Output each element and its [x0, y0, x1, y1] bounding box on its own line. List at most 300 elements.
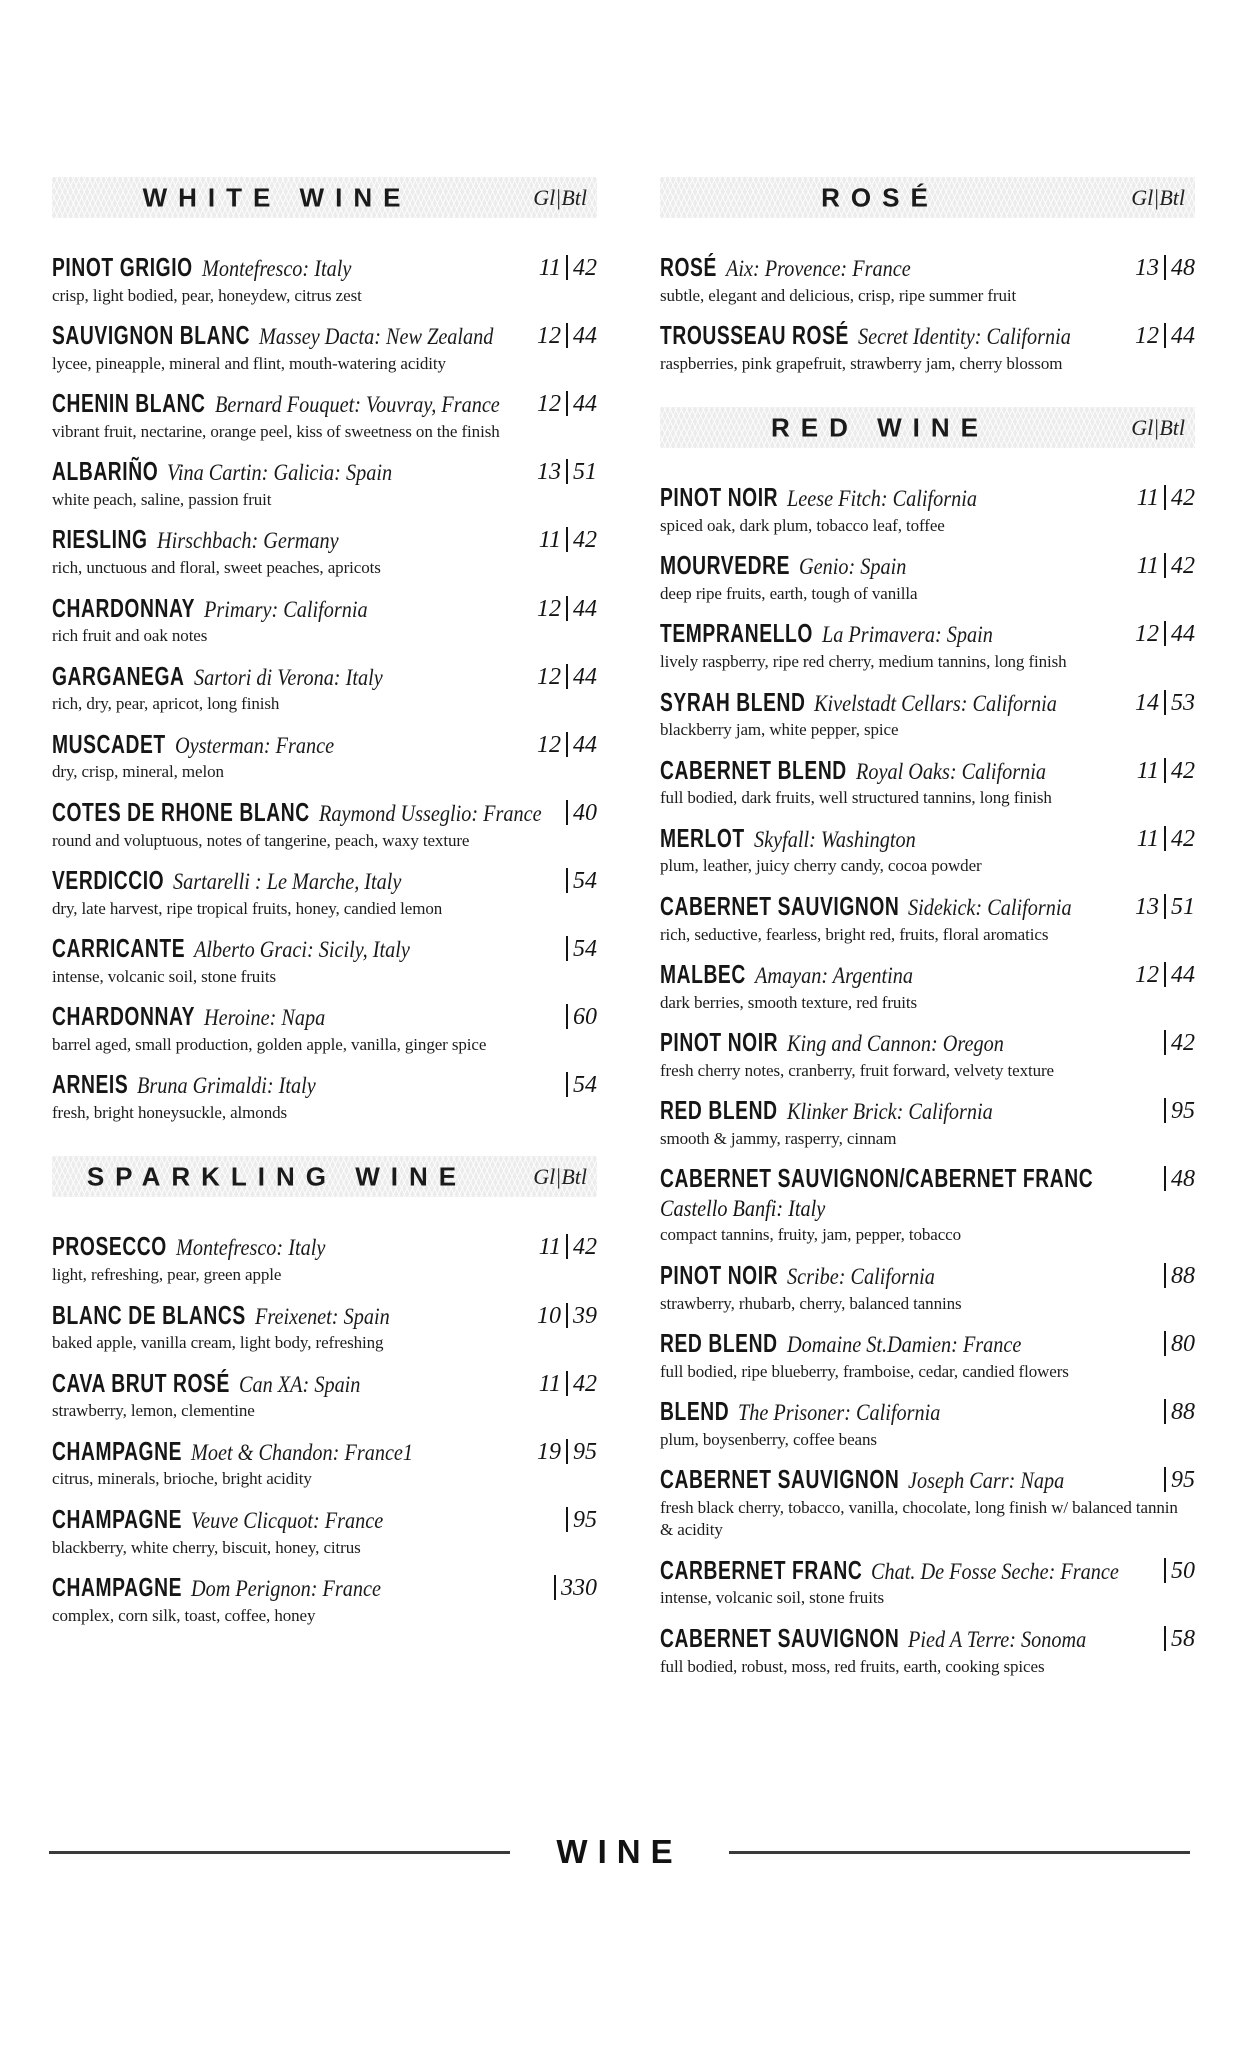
wine-entry	[660, 550, 1195, 605]
wine-entry-head	[52, 1436, 597, 1467]
section-title: RED WINE	[771, 412, 989, 443]
glass-price: 12	[537, 663, 561, 690]
section-body	[660, 482, 1195, 1678]
wine-entry-head	[660, 1464, 1195, 1495]
wine-producer: Pied A Terre: Sonoma	[908, 1626, 1087, 1652]
wine-title-line	[52, 1300, 389, 1331]
wine-price	[1127, 320, 1195, 350]
wine-name: CAVA BRUT ROSÉ	[52, 1367, 230, 1398]
wine-description: white peach, saline, passion fruit	[52, 490, 272, 509]
price-divider-bar	[1164, 1098, 1166, 1123]
wine-entry	[660, 1260, 1195, 1315]
wine-title-line	[52, 388, 499, 419]
wine-entry	[52, 252, 597, 307]
wine-entry	[52, 1300, 597, 1355]
glass-price: 11	[1136, 485, 1159, 512]
wine-name: PROSECCO	[52, 1231, 167, 1262]
menu-section-red-wine	[660, 407, 1195, 1678]
wine-entry-head	[52, 1504, 597, 1535]
right-column	[660, 177, 1195, 1710]
wine-name: MERLOT	[660, 822, 745, 853]
price-divider-bar	[566, 664, 568, 689]
wine-producer: Amayan: Argentina	[754, 962, 913, 988]
bottle-price: 48	[1171, 255, 1195, 281]
wine-producer: Bernard Fouquet: Vouvray, France	[214, 392, 500, 418]
wine-price	[529, 1300, 597, 1330]
wine-producer: Sidekick: California	[908, 894, 1072, 920]
bottle-price: 60	[573, 1004, 597, 1031]
wine-price	[529, 456, 597, 486]
wine-price	[1151, 1464, 1195, 1494]
wine-description: full bodied, ripe blueberry, framboise, cedar, candied flowers	[660, 1361, 1069, 1381]
wine-entry-head	[52, 320, 597, 351]
bottle-price: 95	[573, 1438, 597, 1465]
wine-name: CHAMPAGNE	[52, 1503, 183, 1534]
wine-description: complex, corn silk, toast, coffee, honey	[52, 1605, 316, 1625]
menu-section-white-wine	[52, 177, 597, 1124]
wine-name: PINOT NOIR	[660, 1027, 779, 1058]
wine-entry-head	[52, 933, 597, 964]
wine-price	[531, 1368, 597, 1398]
glass-price: 12	[1135, 961, 1159, 988]
wine-entry-head	[660, 550, 1195, 581]
bottle-price: 58	[1171, 1625, 1195, 1652]
wine-name: CHAMPAGNE	[52, 1435, 183, 1466]
section-header	[660, 177, 1195, 218]
wine-title-line	[660, 1555, 1119, 1586]
wine-producer: La Primavera: Spain	[821, 622, 993, 648]
wine-entry	[52, 729, 597, 784]
wine-entry	[660, 1396, 1195, 1451]
wine-price	[529, 593, 597, 623]
wine-description: dry, late harvest, ripe tropical fruits, honey, candied lemon	[52, 898, 443, 918]
wine-entry-head	[660, 320, 1195, 351]
wine-title-line	[660, 891, 1072, 922]
price-divider-bar	[1164, 690, 1166, 715]
wine-producer: Klinker Brick: California	[786, 1099, 993, 1125]
wine-entry-head	[52, 1572, 597, 1603]
wine-entry	[52, 797, 597, 852]
wine-entry	[52, 1504, 597, 1559]
bottle-price: 44	[573, 595, 597, 622]
wine-description: crisp, light bodied, pear, honeydew, citrus zest	[52, 285, 362, 305]
wine-entry-head	[660, 1396, 1195, 1427]
price-divider-bar	[1164, 1558, 1166, 1583]
wine-producer: Montefresco: Italy	[201, 256, 352, 281]
wine-name: COTES DE RHONE BLANC	[52, 796, 310, 827]
wine-title-line	[660, 320, 1071, 351]
wine-entry	[660, 891, 1195, 946]
glass-price: 11	[1136, 757, 1159, 784]
wine-entry-head	[52, 1300, 597, 1331]
wine-description: citrus, minerals, brioche, bright acidity	[52, 1469, 312, 1489]
price-divider-bar	[1164, 1166, 1166, 1191]
wine-title-line	[660, 1095, 992, 1126]
wine-producer: Kivelstadt Cellars: California	[814, 690, 1058, 716]
wine-description: plum, leather, juicy cherry candy, cocoa powder	[660, 856, 982, 876]
wine-producer: Leese Fitch: California	[787, 486, 978, 512]
wine-title-line	[52, 865, 402, 896]
price-divider-bar	[1164, 758, 1166, 783]
wine-description: round and voluptuous, notes of tangerine, peach, waxy texture	[52, 830, 470, 850]
wine-name: MALBEC	[660, 958, 746, 989]
wine-description: strawberry, lemon, clementine	[52, 1401, 255, 1421]
wine-price	[529, 388, 597, 418]
wine-entry	[660, 1163, 1195, 1247]
price-divider-bar	[1164, 1030, 1166, 1055]
bottle-price: 42	[1171, 757, 1195, 784]
wine-title-line	[660, 1260, 935, 1291]
wine-title-line	[660, 252, 911, 283]
wine-price	[1129, 823, 1195, 853]
price-column-label: Gl|Btl	[533, 1163, 587, 1189]
wine-description: subtle, elegant and delicious, crisp, ripe summer fruit	[660, 285, 1017, 305]
wine-description: plum, boysenberry, coffee beans	[660, 1429, 877, 1449]
price-divider-bar	[566, 1439, 568, 1464]
wine-entry-head	[660, 1163, 1195, 1194]
glass-price: 19	[537, 1438, 561, 1465]
price-divider-bar	[566, 1234, 568, 1259]
wine-description: fresh, bright honeysuckle, almonds	[52, 1102, 288, 1122]
wine-description: spiced oak, dark plum, tobacco leaf, toffee	[660, 515, 945, 535]
wine-name: SYRAH BLEND	[660, 686, 806, 717]
glass-price: 12	[537, 731, 561, 758]
bottle-price: 42	[1171, 485, 1195, 512]
wine-producer: Genio: Spain	[799, 554, 907, 580]
wine-name: TROUSSEAU ROSÉ	[660, 320, 849, 351]
bottle-price: 42	[573, 1234, 597, 1261]
bottle-price: 51	[1171, 893, 1195, 920]
glass-price: 11	[538, 1234, 561, 1261]
wine-entry	[52, 1368, 597, 1423]
wine-description: rich, dry, pear, apricot, long finish	[52, 694, 280, 714]
wine-price	[553, 1504, 597, 1534]
wine-name: PINOT NOIR	[660, 1259, 779, 1290]
glass-price: 12	[1135, 323, 1159, 350]
wine-entry	[52, 933, 597, 988]
price-divider-bar	[1164, 553, 1166, 578]
wine-producer: Alberto Graci: Sicily, Italy	[194, 937, 410, 963]
price-divider-bar	[566, 732, 568, 757]
wine-title-line	[660, 482, 977, 513]
wine-name: ROSÉ	[660, 252, 717, 282]
wine-description: baked apple, vanilla cream, light body, refreshing	[52, 1333, 384, 1353]
section-title: WHITE WINE	[142, 182, 412, 212]
wine-name: CHARDONNAY	[52, 1001, 196, 1032]
section-body	[52, 252, 597, 1124]
wine-producer: Montefresco: Italy	[175, 1235, 326, 1261]
bottle-price: 44	[1171, 621, 1195, 648]
bottle-price: 42	[1171, 1030, 1195, 1057]
price-divider-bar	[566, 1072, 568, 1097]
wine-title-line	[52, 1572, 381, 1603]
price-divider-bar	[1164, 485, 1166, 510]
price-divider-bar	[554, 1575, 556, 1600]
wine-description: rich, seductive, fearless, bright red, fruits, floral aromatics	[660, 924, 1049, 944]
wine-price	[529, 729, 597, 759]
price-divider-bar	[566, 323, 568, 348]
wine-name: PINOT GRIGIO	[52, 252, 193, 282]
section-header	[52, 1156, 597, 1197]
wine-producer: Bruna Grimaldi: Italy	[137, 1073, 317, 1099]
section-title: ROSÉ	[821, 182, 939, 212]
price-divider-bar	[1164, 1467, 1166, 1492]
wine-entry	[660, 755, 1195, 810]
price-divider-bar	[1164, 621, 1166, 646]
bottle-price: 44	[573, 391, 597, 418]
wine-name: CARBERNET FRANC	[660, 1554, 863, 1585]
bottle-price: 44	[573, 731, 597, 758]
wine-description: fresh cherry notes, cranberry, fruit forward, velvety texture	[660, 1060, 1055, 1080]
wine-entry-head	[660, 1027, 1195, 1058]
glass-price: 11	[1136, 553, 1159, 580]
wine-name: RED BLEND	[660, 1095, 778, 1126]
price-divider-bar	[566, 1004, 568, 1029]
footer-rule-right	[729, 1851, 1190, 1854]
wine-name: CABERNET SAUVIGNON	[660, 1464, 900, 1495]
wine-entry	[660, 1095, 1195, 1150]
wine-name: CHARDONNAY	[52, 592, 196, 623]
bottle-price: 80	[1171, 1330, 1195, 1357]
bottle-price: 42	[573, 1370, 597, 1397]
bottle-price: 95	[1171, 1098, 1195, 1125]
wine-price	[529, 661, 597, 691]
price-divider-bar	[1164, 962, 1166, 987]
wine-entry	[52, 320, 597, 375]
price-divider-bar	[1164, 1399, 1166, 1424]
wine-title-line	[660, 1027, 1004, 1058]
wine-name: BLEND	[660, 1396, 730, 1427]
wine-entry-head	[52, 252, 597, 283]
wine-title-line	[660, 550, 906, 581]
bottle-price: 44	[573, 323, 597, 350]
wine-entry	[660, 1623, 1195, 1678]
wine-description: smooth & jammy, rasperry, cinnam	[660, 1128, 897, 1148]
bottle-price: 42	[1171, 553, 1195, 580]
wine-title-line	[52, 456, 392, 487]
wine-price	[1127, 959, 1195, 989]
wine-price	[1151, 1555, 1195, 1585]
wine-entry-head	[52, 456, 597, 487]
wine-title-line	[660, 618, 993, 649]
wine-producer: Sartori di Verona: Italy	[193, 664, 383, 690]
menu-footer	[49, 1833, 1190, 1871]
price-divider-bar	[1164, 255, 1166, 280]
wine-description: dark berries, smooth texture, red fruits	[660, 992, 918, 1012]
wine-entry-head	[660, 482, 1195, 513]
footer-rule-left	[49, 1851, 510, 1854]
wine-entry-head	[660, 687, 1195, 718]
price-divider-bar	[566, 391, 568, 416]
wine-producer: Moet & Chandon: France1	[190, 1439, 414, 1465]
wine-price	[1127, 687, 1195, 717]
wine-entry	[660, 1328, 1195, 1383]
glass-price: 10	[537, 1302, 561, 1329]
wine-producer: Vina Cartin: Galicia: Spain	[167, 460, 393, 486]
price-divider-bar	[566, 459, 568, 484]
wine-entry-head	[660, 1328, 1195, 1359]
wine-producer: Domaine St.Damien: France	[786, 1331, 1021, 1357]
price-divider-bar	[1164, 323, 1166, 348]
bottle-price: 88	[1171, 1262, 1195, 1289]
wine-name: MOURVEDRE	[660, 550, 791, 581]
wine-description: rich fruit and oak notes	[52, 626, 208, 646]
wine-description: intense, volcanic soil, stone fruits	[660, 1588, 884, 1608]
wine-price	[553, 1001, 597, 1031]
wine-producer: Royal Oaks: California	[855, 758, 1046, 784]
glass-price: 11	[538, 255, 561, 281]
wine-name: PINOT NOIR	[660, 482, 779, 513]
bottle-price: 95	[1171, 1467, 1195, 1494]
wine-title-line	[660, 1464, 1065, 1495]
wine-entry	[52, 1572, 597, 1627]
wine-entry	[52, 593, 597, 648]
wine-price	[553, 933, 597, 963]
glass-price: 12	[537, 391, 561, 418]
glass-price: 13	[537, 459, 561, 486]
wine-price	[553, 865, 597, 895]
wine-price	[1129, 482, 1195, 512]
price-divider-bar	[1164, 1626, 1166, 1651]
price-column-label: Gl|Btl	[1131, 184, 1185, 210]
wine-name: CARRICANTE	[52, 933, 186, 964]
wine-entry-head	[52, 797, 597, 828]
price-divider-bar	[566, 868, 568, 893]
wine-entry	[52, 1069, 597, 1124]
section-title: SPARKLING WINE	[86, 1161, 468, 1192]
wine-entry	[52, 1436, 597, 1491]
wine-entry-head	[660, 1095, 1195, 1126]
wine-producer: Secret Identity: California	[858, 324, 1071, 350]
left-column	[52, 177, 597, 1659]
wine-description: vibrant fruit, nectarine, orange peel, kiss of sweetness on the finish	[52, 421, 500, 441]
wine-entry	[52, 456, 597, 511]
bottle-price: 54	[573, 867, 597, 894]
section-header	[660, 407, 1195, 448]
wine-description: full bodied, robust, moss, red fruits, earth, cooking spices	[660, 1656, 1045, 1676]
wine-name: CABERNET SAUVIGNON	[660, 1622, 900, 1653]
wine-entry-head	[52, 1368, 597, 1399]
wine-price	[553, 1069, 597, 1099]
bottle-price: 330	[561, 1574, 597, 1601]
wine-title-line	[660, 1623, 1086, 1654]
wine-description: fresh black cherry, tobacco, vanilla, chocolate, long finish w/ balanced tannin & acidity	[660, 1497, 1178, 1540]
bottle-price: 95	[573, 1506, 597, 1533]
price-divider-bar	[1164, 1263, 1166, 1288]
wine-price	[531, 252, 597, 282]
wine-name: SAUVIGNON BLANC	[52, 320, 251, 351]
wine-producer: Veuve Clicquot: France	[190, 1507, 384, 1533]
wine-price	[531, 1231, 597, 1261]
wine-entry	[52, 524, 597, 579]
wine-name: ARNEIS	[52, 1069, 129, 1100]
wine-entry	[660, 1464, 1195, 1542]
wine-description: lively raspberry, ripe red cherry, medium tannins, long finish	[660, 652, 1067, 672]
wine-description: raspberries, pink grapefruit, strawberry jam, cherry blossom	[660, 353, 1063, 373]
wine-producer: Can XA: Spain	[239, 1371, 361, 1397]
glass-price: 11	[538, 1370, 561, 1397]
wine-price	[1127, 891, 1195, 921]
wine-entry	[660, 959, 1195, 1014]
wine-entry-head	[660, 1623, 1195, 1654]
wine-description: barrel aged, small production, golden apple, vanilla, ginger spice	[52, 1034, 487, 1054]
wine-description: strawberry, rhubarb, cherry, balanced tannins	[660, 1293, 962, 1313]
wine-price	[1129, 550, 1195, 580]
bottle-price: 40	[573, 799, 597, 826]
wine-name: TEMPRANELLO	[660, 618, 813, 649]
wine-producer: The Prisoner: California	[738, 1400, 941, 1426]
bottle-price: 44	[1171, 323, 1195, 350]
wine-price	[529, 320, 597, 350]
wine-title-line	[52, 933, 410, 964]
wine-entry-head	[660, 1260, 1195, 1291]
wine-producer: Aix: Provence: France	[725, 256, 911, 281]
price-divider-bar	[1164, 894, 1166, 919]
menu-section-sparkling-wine	[52, 1156, 597, 1627]
price-divider-bar	[566, 1371, 568, 1396]
wine-entry	[660, 1027, 1195, 1082]
wine-title-line	[52, 1368, 360, 1399]
wine-producer: Skyfall: Washington	[753, 826, 916, 852]
price-divider-bar	[566, 527, 568, 552]
glass-price: 12	[1135, 621, 1159, 648]
wine-entry-head	[660, 959, 1195, 990]
wine-title-line	[52, 1436, 413, 1467]
wine-entry-head	[52, 865, 597, 896]
wine-price	[1151, 1328, 1195, 1358]
wine-name: MUSCADET	[52, 728, 166, 759]
wine-entry	[660, 823, 1195, 878]
wine-description: rich, unctuous and floral, sweet peaches, apricots	[52, 558, 381, 578]
wine-entry-head	[660, 891, 1195, 922]
wine-name: RIESLING	[52, 524, 148, 555]
wine-producer: Scribe: California	[787, 1263, 935, 1289]
price-divider-bar	[1164, 826, 1166, 851]
section-body	[660, 252, 1195, 375]
glass-price: 13	[1135, 893, 1159, 920]
wine-title-line	[660, 1396, 941, 1427]
wine-name: CABERNET BLEND	[660, 754, 847, 785]
wine-entry	[660, 687, 1195, 742]
wine-entry	[660, 252, 1195, 307]
bottle-price: 53	[1171, 689, 1195, 716]
wine-name: CHENIN BLANC	[52, 388, 206, 419]
price-divider-bar	[566, 936, 568, 961]
wine-price	[1151, 1095, 1195, 1125]
wine-price	[1151, 1396, 1195, 1426]
wine-entry	[660, 482, 1195, 537]
wine-entry	[660, 320, 1195, 375]
wine-description: deep ripe fruits, earth, tough of vanilla	[660, 584, 918, 603]
section-header	[52, 177, 597, 218]
wine-entry	[52, 1001, 597, 1056]
wine-entry-head	[52, 593, 597, 624]
wine-title-line	[660, 1163, 1093, 1194]
price-divider-bar	[566, 800, 568, 825]
glass-price: 13	[1135, 255, 1159, 281]
wine-price	[1127, 618, 1195, 648]
wine-producer: Massey Dacta: New Zealand	[259, 324, 494, 350]
wine-price	[1151, 1027, 1195, 1057]
wine-title-line	[52, 661, 382, 692]
menu-title: WINE	[556, 1833, 683, 1870]
price-divider-bar	[566, 596, 568, 621]
wine-producer: Heroine: Napa	[204, 1005, 326, 1031]
price-column-label: Gl|Btl	[1131, 414, 1185, 440]
wine-name: RED BLEND	[660, 1327, 778, 1358]
bottle-price: 42	[1171, 825, 1195, 852]
wine-producer: King and Cannon: Oregon	[787, 1031, 1004, 1057]
